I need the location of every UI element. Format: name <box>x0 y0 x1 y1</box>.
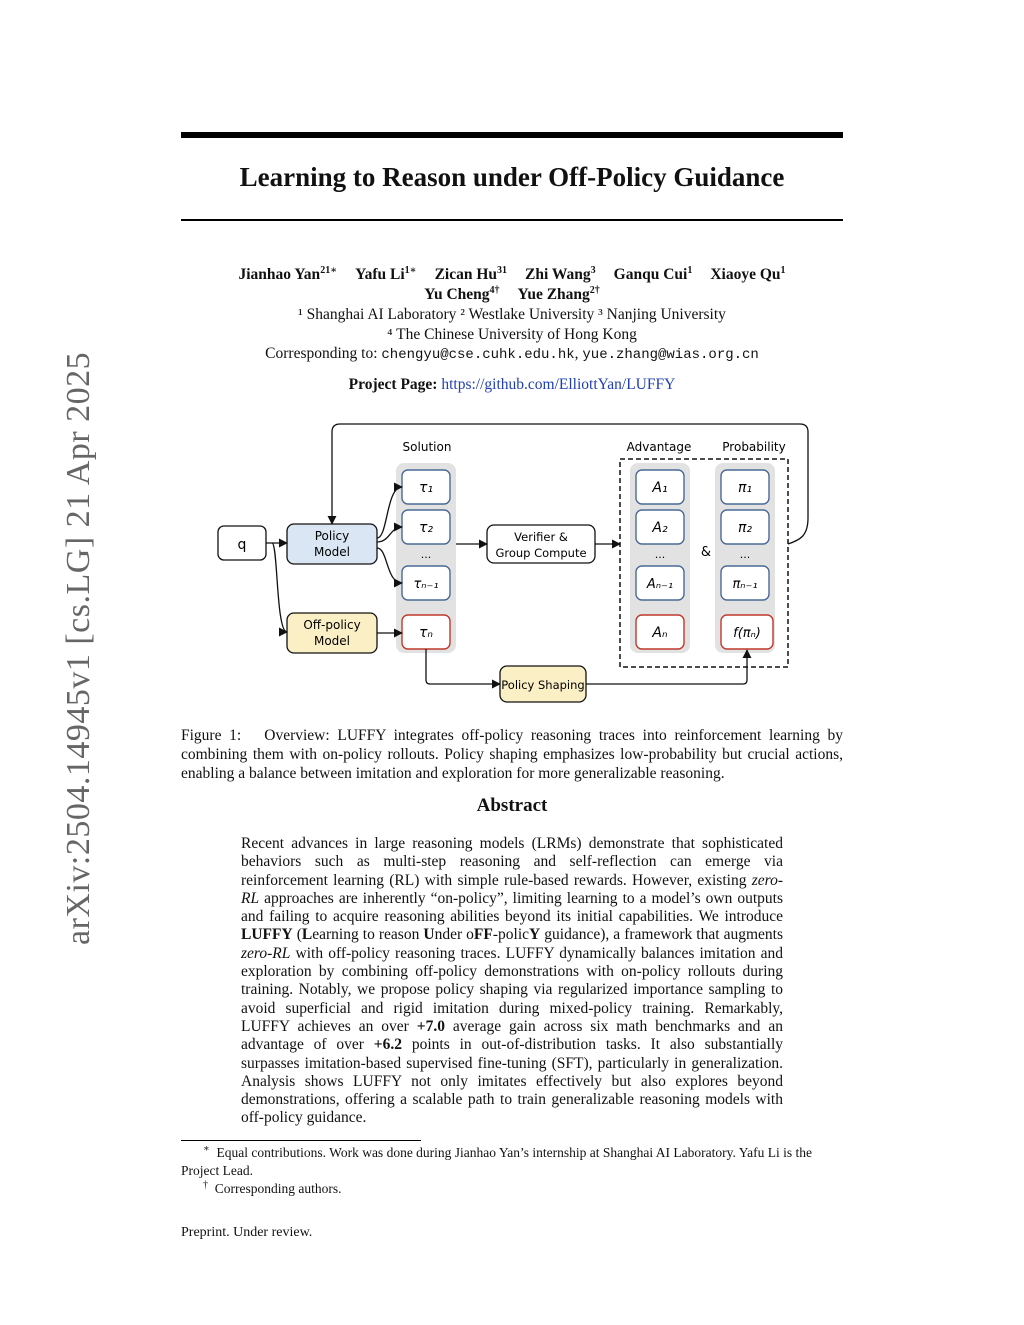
author-name-text: Zhi Wang <box>525 266 591 283</box>
abstract-gain-2: +6.2 <box>373 1036 403 1054</box>
arxiv-side-stamp <box>30 351 97 945</box>
policy-model-line1: Policy <box>314 529 350 543</box>
footnote-2 <box>181 1180 843 1198</box>
a1-label: A₁ <box>652 480 668 496</box>
overview-figure <box>200 418 830 710</box>
tau1-label: τ₁ <box>418 480 434 496</box>
author-name-text: Zican Hu <box>434 266 498 283</box>
caption-label: Figure 1: <box>181 727 242 744</box>
abstract-earning: earning to reason <box>312 926 424 944</box>
solution-dots: ... <box>420 548 432 561</box>
affiliations-line-1: ¹ Shanghai AI Laboratory ² Westlake University ³ Nanjing University <box>298 306 726 323</box>
corresponding-line <box>150 345 874 363</box>
advantage-dots: ... <box>654 548 666 561</box>
author-affiliation-sup: 4† <box>489 284 500 296</box>
project-page-label: Project Page: <box>348 376 438 393</box>
probability-dots: ... <box>739 548 751 561</box>
arrow-taun-to-shaping <box>426 649 500 684</box>
verifier-line1: Verifier & <box>514 530 568 544</box>
fpin-label: f(πₙ) <box>733 626 761 641</box>
arxiv-identifier: arXiv:2504.14945v1 [cs.LG] 21 Apr 2025 <box>60 351 97 945</box>
pin1-label: πₙ₋₁ <box>732 577 758 592</box>
author-name <box>614 266 693 283</box>
abstract-text-2: approaches are inherently “on-policy”, limiting learning to a model’s own outputs and failing to acquire reasoning abilities beyond its initial capabilities. We introduce <box>241 889 783 926</box>
author-name-text: Jianhao Yan <box>238 266 321 283</box>
author-name-text: Yu Cheng <box>424 286 490 303</box>
abstract-text-4: with off-policy reasoning traces. LUFFY dynamically balances imitation and exploration by combining off-policy demonstrations with on-policy rollouts during training. Notably, we propose policy shaping via regularized importance sampling to avoid superficial and rigid imitation during mixed-policy training. Remarkably, LUFFY achieves an over <box>241 944 783 1035</box>
abstract-paren: ( <box>292 926 302 944</box>
abstract-polic: -polic <box>492 926 530 944</box>
project-page-link[interactable]: https://github.com/ElliottYan/LUFFY <box>441 376 676 393</box>
author-affiliation-sup: 1 <box>687 264 693 276</box>
author-name <box>424 286 499 303</box>
solution-label: Solution <box>402 440 452 454</box>
abstract-U: U <box>423 926 435 944</box>
verifier-line2: Group Compute <box>495 546 587 560</box>
author-name <box>355 266 416 283</box>
author-affiliation-sup: 21∗ <box>320 264 338 276</box>
caption-text: Overview: LUFFY integrates off-policy reasoning traces into reinforcement learning by combining them with on-policy rollouts. Policy shaping emphasizes low-probability but crucial actions, enabling a balance between imitation and exploration for more generalizable reasoning. <box>181 727 844 782</box>
footnote-2-text: Corresponding authors. <box>214 1181 342 1196</box>
taun1-label: τₙ₋₁ <box>413 577 439 592</box>
offpolicy-line2: Model <box>313 634 351 648</box>
tau2-label: τ₂ <box>418 520 434 536</box>
author-affiliation-sup: 1 <box>780 264 786 276</box>
authors-line-2 <box>150 286 874 304</box>
policy-shaping-label: Policy Shaping <box>501 678 585 692</box>
an-label: Aₙ <box>652 625 668 641</box>
project-page-line <box>150 376 874 394</box>
abstract-L: L <box>301 926 313 944</box>
figure-caption <box>181 726 843 783</box>
author-name <box>710 266 785 283</box>
footnote-2-mark: † <box>203 1179 208 1191</box>
author-name-text: Ganqu Cui <box>613 266 688 283</box>
authors-line-1 <box>150 266 874 284</box>
q-label: q <box>237 537 247 553</box>
abstract-text-5: average gain across six math benchmarks and an advantage of over <box>241 1017 783 1054</box>
author-name <box>525 266 596 283</box>
affiliations-line-2: ⁴ The Chinese University of Hong Kong <box>387 326 637 343</box>
offpolicy-line1: Off-policy <box>303 618 361 632</box>
author-name <box>238 266 337 283</box>
abstract-FF: FF <box>473 926 493 944</box>
pi2-label: π₂ <box>737 520 753 536</box>
an1-label: Aₙ₋₁ <box>646 577 674 592</box>
abstract-heading: Abstract <box>476 795 548 816</box>
a2-label: A₂ <box>652 520 668 536</box>
footnote-1-text: Equal contributions. Work was done during Jianhao Yan’s internship at Shanghai AI Laboratory. Yafu Li is the Project Lead. <box>181 1145 813 1178</box>
author-affiliation-sup: 1∗ <box>404 264 417 276</box>
abstract-Y: Y <box>529 926 541 944</box>
ampersand: & <box>700 545 712 560</box>
footnote-1-mark: ∗ <box>203 1143 210 1155</box>
abstract-text-1: Recent advances in large reasoning models (LRMs) demonstrate that sophisticated behaviors such as multi-step reasoning and self-reflection can emerge via reinforcement learning (RL) with simple rule-based rewards. However, existing <box>241 835 783 889</box>
corresponding-label: Corresponding to: <box>265 345 378 362</box>
author-name-text: Xiaoye Qu <box>710 266 781 283</box>
author-name <box>518 286 600 303</box>
author-affiliation-sup: 3 <box>590 264 596 276</box>
author-name-text: Yue Zhang <box>517 286 590 303</box>
author-name-text: Yafu Li <box>355 266 405 283</box>
footnotes <box>181 1144 843 1198</box>
corresponding-email-2[interactable]: yue.zhang@wias.org.cn <box>582 347 759 363</box>
author-affiliation-sup: 31 <box>497 264 508 276</box>
pi1-label: π₁ <box>737 480 753 496</box>
abstract-body <box>241 835 783 1128</box>
abstract-text-6: points in out-of-distribution tasks. It also substantially surpasses imitation-based supervised fine-tuning (SFT), particularly in generalization. Analysis shows LUFFY not only imitates effectively but also explores beyond demonstrations, offering a scalable path to train generalizable reasoning models with off-policy guidance. <box>241 1036 784 1127</box>
policy-model-line2: Model <box>313 545 351 559</box>
abstract-text-3: guidance), a framework that augments <box>540 926 783 944</box>
footnote-1 <box>181 1144 843 1180</box>
abstract-nder: nder o <box>434 926 474 944</box>
arrow-q-to-offpolicy <box>272 543 287 632</box>
abstract-gain-1: +7.0 <box>416 1017 445 1035</box>
corresponding-separator: , <box>574 345 579 362</box>
abstract-zero-rl-1: zero-RL <box>241 871 783 907</box>
title-top-rule <box>181 132 843 138</box>
author-affiliation-sup: 2† <box>589 284 600 296</box>
paper-title: Learning to Reason under Off-Policy Guidance <box>239 162 785 192</box>
preprint-notice: Preprint. Under review. <box>181 1225 313 1240</box>
taun-label: τₙ <box>418 625 434 641</box>
abstract-zero-rl-2: zero-RL <box>241 944 291 962</box>
abstract-luffy: LUFFY <box>241 926 293 944</box>
author-name <box>435 266 507 283</box>
probability-label: Probability <box>722 440 786 454</box>
title-bottom-rule <box>181 219 843 221</box>
advantage-label: Advantage <box>626 440 692 454</box>
corresponding-email-1[interactable]: chengyu@cse.cuhk.edu.hk <box>381 347 575 363</box>
footnote-rule <box>181 1140 421 1141</box>
